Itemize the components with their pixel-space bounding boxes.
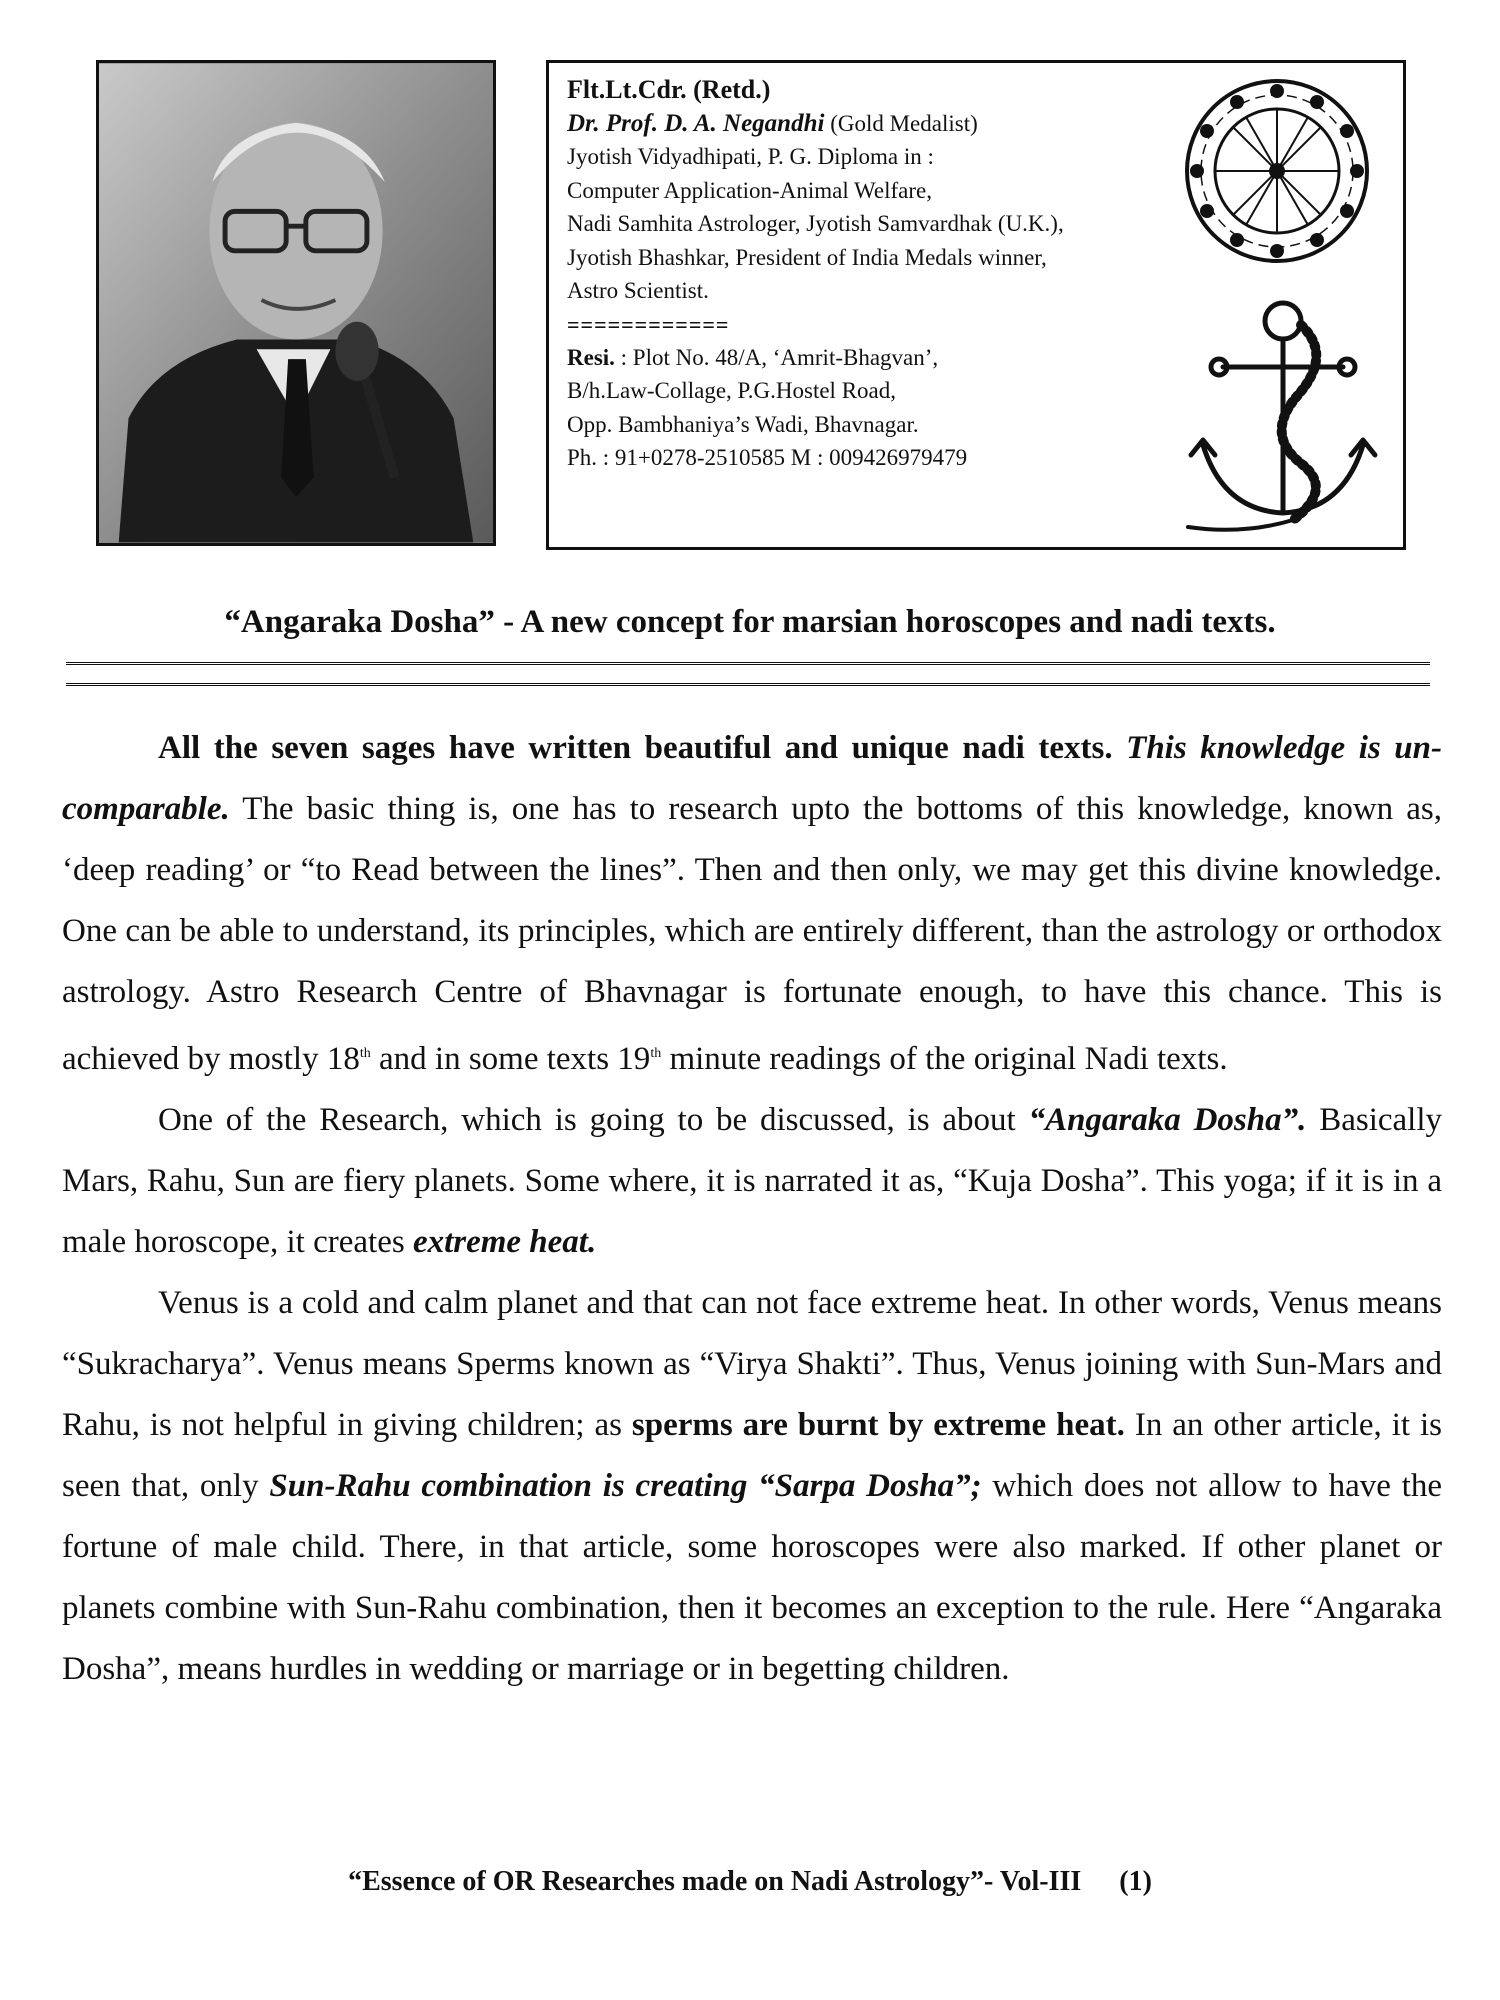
phone-line: Ph. : 91+0278-2510585 M : 009426979479: [567, 445, 968, 470]
author-name-line: [567, 107, 1267, 141]
p3-bold-text: sperms are burnt by extreme heat.: [631, 1407, 1125, 1443]
address-text: : Plot No. 48/A, ‘Amrit-Bhagvan’,: [614, 344, 939, 370]
credential-line: Computer Application-Animal Welfare,: [567, 177, 932, 203]
p2-text: One of the Research, which is going to be discussed, is about: [158, 1102, 1016, 1138]
author-info-box: [546, 60, 1406, 550]
anchor-icon: [1183, 295, 1383, 540]
ordinal-suffix: th: [359, 1046, 371, 1061]
paragraph-2: [62, 1090, 1442, 1273]
zodiac-wheel-icon: [1183, 77, 1371, 265]
p1-bold-text: All the seven sages have written beautiful and unique nadi texts.: [158, 730, 1113, 766]
p1-text-3: minute readings of the original Nadi texts.: [661, 1041, 1228, 1077]
p2-emphasis-2: extreme heat.: [412, 1224, 597, 1260]
author-medal: (Gold Medalist): [824, 110, 978, 136]
article-body: [62, 718, 1442, 1700]
credential-line: Jyotish Bhashkar, President of India Medals winner,: [567, 244, 1047, 270]
p1-italic-text: This knowledge is un-comparable.: [62, 730, 1443, 827]
info-separator: ============: [567, 311, 730, 337]
p2-text-2: Basically Mars, Rahu, Sun are fiery planets. Some where, it is narrated it as, “Kuja Dosha”. This yoga; if it is in a male horoscope, it creates: [62, 1102, 1443, 1260]
page-number: (1): [1119, 1866, 1152, 1897]
address-line: [567, 341, 1267, 375]
credential-line: Astro Scientist.: [567, 278, 709, 303]
footer-book-title: “Essence of OR Researches made on Nadi Astrology”- Vol-III: [348, 1866, 1082, 1897]
author-rank: Flt.Lt.Cdr. (Retd.): [567, 75, 771, 104]
address-line: Opp. Bambhaniya’s Wadi, Bhavnagar.: [567, 411, 919, 437]
p2-emphasis: “Angaraka Dosha”.: [1028, 1102, 1307, 1138]
p3-text-2: In an other article, it is seen that, only: [62, 1407, 1443, 1504]
title-divider: [66, 662, 1430, 686]
p1-text-2: and in some texts 19: [370, 1041, 651, 1077]
credential-line: Jyotish Vidyadhipati, P. G. Diploma in :: [567, 144, 934, 169]
article-title: “Angaraka Dosha” - A new concept for marsian horoscopes and nadi texts.: [224, 604, 1276, 640]
ordinal-suffix: th: [650, 1046, 662, 1061]
p3-emphasis: Sun-Rahu combination is creating “Sarpa Dosha”;: [269, 1468, 982, 1504]
page-footer: [0, 1866, 1500, 1898]
author-photo-image: [99, 63, 493, 543]
p1-text: The basic thing is, one has to research upto the bottoms of this knowledge, known as, ‘deep reading’ or “to Read between the lines”. Then and then only, we may get this divine knowledge. One can be able to understand, its principles, which are entirely different, than the astrology or orthodox astrology. Astro Research Centre of Bhavnagar is fortunate enough, to have this chance. This is achieved by mostly 18: [62, 791, 1442, 1077]
resi-label: Resi.: [567, 344, 615, 370]
p3-text-3: which does not allow to have the fortune of male child. There, in that article, some horoscopes were also marked. If other planet or planets combine with Sun-Rahu combination, then it becomes an exception to the rule. Here “Angaraka Dosha”, means hurdles in wedding or marriage or in begetting children.: [62, 1468, 1443, 1687]
author-name: Dr. Prof. D. A. Negandhi: [567, 109, 825, 137]
address-line: B/h.Law-Collage, P.G.Hostel Road,: [567, 378, 896, 403]
paragraph-1: [62, 718, 1442, 1090]
credential-line: Nadi Samhita Astrologer, Jyotish Samvardhak (U.K.),: [567, 211, 1064, 236]
paragraph-3: [62, 1273, 1442, 1700]
author-photo: [96, 60, 496, 546]
p3-text: Venus is a cold and calm planet and that can not face extreme heat. In other words, Venus means “Sukracharya”. Venus means Sperms known as “Virya Shakti”. Thus, Venus joining with Sun-Mars and Rahu, is not helpful in giving children; as: [62, 1285, 1442, 1443]
